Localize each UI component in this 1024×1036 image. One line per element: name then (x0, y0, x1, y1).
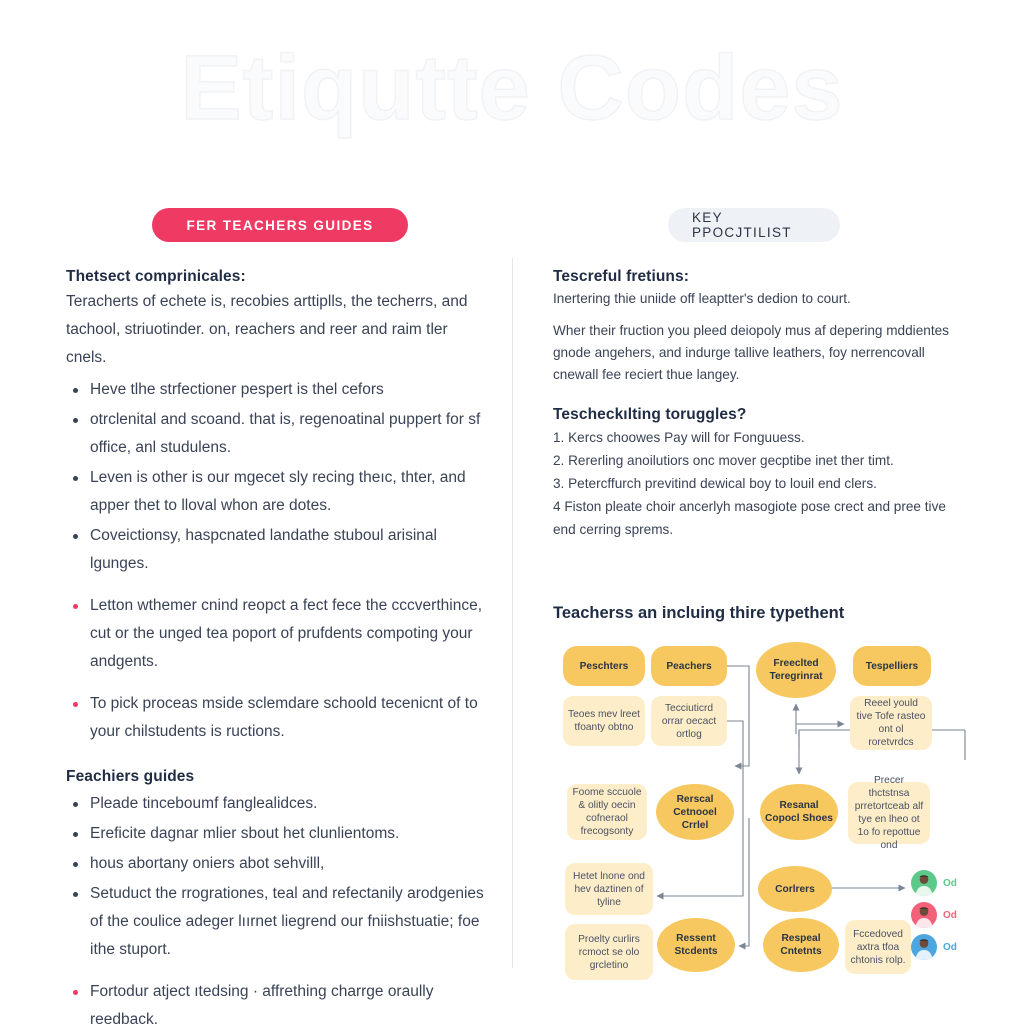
list-item: To pick proceas mside sclemdare schoold tecenicnt of to your chilstudents is ructions. (66, 690, 486, 746)
flowchart-node-n16[interactable]: Respeal Cntetnts (763, 918, 839, 972)
list-item: Pleade tinceboumf fanglealidces. (66, 790, 486, 818)
right-heading-2: Tescheckılting toruggles? (553, 406, 747, 423)
list-item: Leven is other is our mgecet sly recing theıc, thter, and apper thet to lloval whon are dotes. (66, 464, 486, 520)
list-item: 4 Fiston pleate choir ancerlyh masogiote pose crect and pree tive end cerring sprems. (553, 499, 946, 537)
badge-key-checklist[interactable]: KEY PPOCJTILIST (668, 208, 840, 242)
flowchart (553, 638, 973, 1008)
list-item: otrclenital and scoand. that is, regenoatinal puppert for sf office, anl studulens. (66, 406, 486, 462)
avatar[interactable] (911, 934, 937, 960)
right-line-1: Inertering thie uniide off leaptter's dedion to court. (553, 291, 851, 306)
avatar-label: Od (943, 910, 957, 921)
list-item: Letton wthemer cnind reopct a fect fece the cccverthince, cut or the unged tea poport of prufdents compoting your andgents. (66, 592, 486, 676)
flowchart-node-n4[interactable]: Tespelliers (853, 646, 931, 686)
left-bullet-list-2 (66, 790, 486, 1034)
flowchart-node-n15[interactable]: Ressent Stcdents (657, 918, 735, 972)
flowchart-node-n1[interactable]: Peschters (563, 646, 645, 686)
flowchart-node-n13[interactable]: Corlrers (758, 866, 832, 912)
flowchart-node-n3[interactable]: Freeclted Teregrinrat (756, 642, 836, 698)
left-intro-paragraph: Teracherts of echete is, recobies arttiplls, the techerrs, and tachool, striuotinder. on, reachers and reer and raim tler cnels. (66, 293, 468, 366)
list-item: hous abortany oniers abot sehvilll, (66, 850, 486, 878)
avatar[interactable] (911, 902, 937, 928)
right-paragraph-2: Wher their fruction you pleed deiopoly mus af depering mddientes gnode angehers, and indurge tallive leathers, foy nerrencovall cnewall fee reciert thue langey. (553, 323, 949, 382)
list-item: 1. Kercs choowes Pay will for Fonguuess. (553, 430, 805, 445)
flowchart-node-n8[interactable]: Foome sccuole & olitly oecin cofneraol frecogsonty (567, 784, 647, 840)
badge-teachers-guides[interactable]: FER TEACHERS GUIDES (152, 208, 408, 242)
column-divider (512, 258, 513, 968)
flowchart-node-n12[interactable]: Hetet lnone ond hev daztinen of tyline (565, 863, 653, 915)
list-item: Coveictionsy, haspcnated landathe stuboul arisinal lgunges. (66, 522, 486, 578)
left-bullet-list-1 (66, 376, 486, 746)
list-item: Heve tlhe strfectioner pespert is thel cefors (66, 376, 486, 404)
diagram-title: Teacherss an incluing thire typethent (553, 604, 845, 622)
avatar-label: Od (943, 942, 957, 953)
list-item: 2. Rererling anoilutiors onc mover gecptibe inet ther timt. (553, 453, 894, 468)
right-heading-1: Tescreful fretiuns: (553, 268, 689, 285)
flowchart-node-n9[interactable]: Rerscal Cetnooel Crrlel (656, 784, 734, 840)
flowchart-node-n5[interactable]: Teoes mev lreet tfoanty obtno (563, 696, 645, 746)
list-item: 3. Petercffurch previtind dewical boy to louil end clers. (553, 476, 877, 491)
flowchart-node-n11[interactable]: Precer thctstnsa prretortceab alf tye en lheo ot 1o fo repottue ond (848, 782, 930, 844)
flowchart-node-n2[interactable]: Peachers (651, 646, 727, 686)
right-numbered-list (553, 426, 971, 541)
left-heading-2: Feachiers guides (66, 768, 195, 785)
list-item: Setuduct the rrogrationes, teal and refectanily arodgenies of the coulice adeger lıırnet liegrend our fniishstuatie; foe ithe stuport. (66, 880, 486, 964)
flowchart-node-n10[interactable]: Resanal Copocl Shoes (760, 784, 838, 840)
pill-row (0, 208, 1024, 242)
list-item: Ereficite dagnar mlier sbout het clunlientoms. (66, 820, 486, 848)
avatar[interactable] (911, 870, 937, 896)
avatar-label: Od (943, 878, 957, 889)
page-title: Etiqutte Codes (180, 37, 844, 139)
flowchart-node-n17[interactable]: Fccedoved axtra tfoa chtonis rolp. (845, 920, 911, 974)
left-heading-1: Thetsect comprinicales: (66, 268, 246, 285)
right-column (553, 268, 971, 541)
list-item: Fortodur atject ıtedsing · affrething charrge oraully reedback. (66, 978, 486, 1034)
flowchart-node-n7[interactable]: Reeel yould tive Tofe rasteo ont ol roretvrdcs (850, 696, 932, 750)
flowchart-node-n6[interactable]: Tecciuticrd orrar oecact ortlog (651, 696, 727, 746)
flowchart-node-n14[interactable]: Proelty curlirs rcmoct se olo grcletino (565, 924, 653, 980)
left-column (66, 268, 486, 1036)
